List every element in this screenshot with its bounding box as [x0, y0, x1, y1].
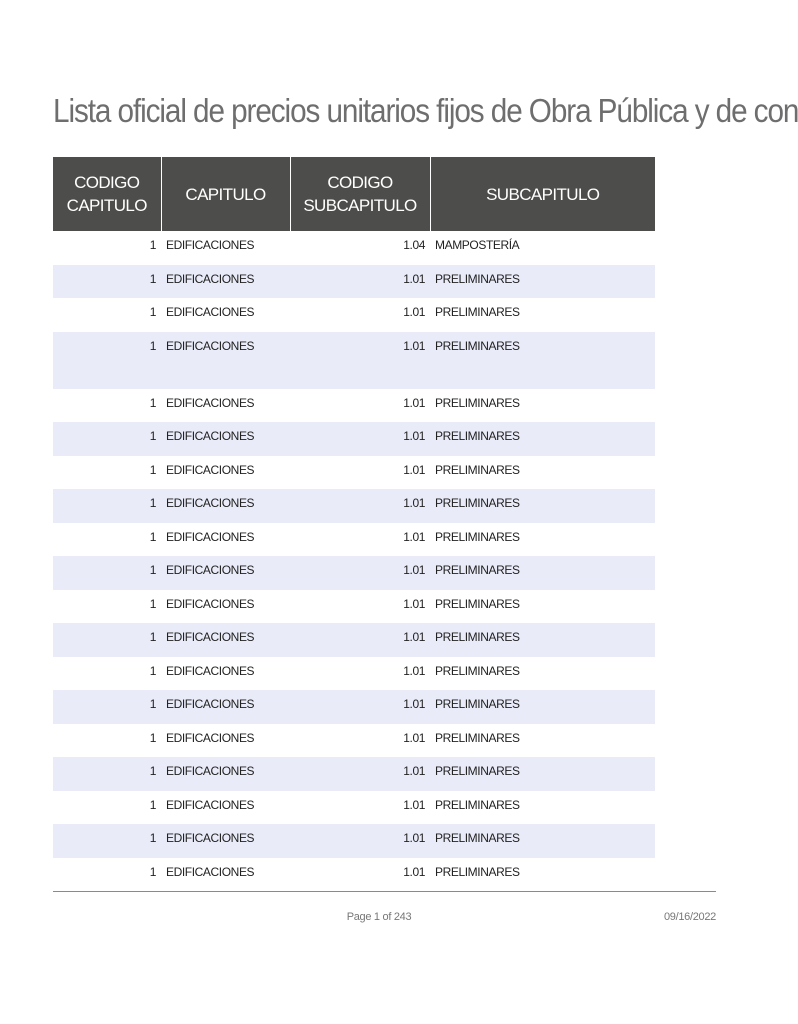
cell-capitulo: EDIFICACIONES [161, 757, 290, 791]
table-row [53, 523, 655, 557]
cell-codigo-capitulo: 1 [149, 864, 156, 879]
cell-capitulo: EDIFICACIONES [161, 556, 290, 590]
cell-subcapitulo: PRELIMINARES [430, 489, 655, 523]
footer-divider [53, 891, 716, 892]
table-row [53, 489, 655, 523]
table-body [53, 231, 655, 891]
cell-codigo-subcapitulo: 1.01 [290, 422, 430, 456]
table-row [53, 858, 655, 892]
cell-codigo-subcapitulo: 1.01 [403, 864, 425, 879]
cell-codigo-capitulo: 1 [149, 395, 156, 410]
cell-subcapitulo: PRELIMINARES [435, 462, 520, 477]
cell-codigo-subcapitulo: 1.01 [403, 797, 425, 812]
table-row [53, 389, 655, 423]
cell-capitulo: EDIFICACIONES [161, 265, 290, 299]
table-row [53, 757, 655, 791]
cell-codigo-capitulo: 1 [53, 690, 161, 724]
cell-codigo-capitulo: 1 [149, 238, 156, 252]
cell-subcapitulo: PRELIMINARES [430, 332, 655, 389]
table-row [53, 690, 655, 724]
cell-codigo-capitulo: 1 [53, 556, 161, 590]
cell-codigo-subcapitulo: 1.01 [290, 690, 430, 724]
table-row [53, 265, 655, 299]
page-title: Lista oficial de precios unitarios fijos de Obra Pública y de con [53, 92, 798, 129]
table-row [53, 556, 655, 590]
cell-codigo-subcapitulo: 1.01 [290, 824, 430, 858]
table-row [53, 590, 655, 624]
cell-codigo-subcapitulo: 1.01 [403, 730, 425, 745]
cell-codigo-capitulo: 1 [149, 462, 156, 477]
cell-capitulo: EDIFICACIONES [161, 623, 290, 657]
cell-subcapitulo: PRELIMINARES [430, 623, 655, 657]
cell-subcapitulo: PRELIMINARES [435, 663, 520, 678]
cell-capitulo: EDIFICACIONES [161, 824, 290, 858]
cell-codigo-capitulo: 1 [149, 663, 156, 678]
cell-capitulo: EDIFICACIONES [166, 864, 255, 879]
cell-capitulo: EDIFICACIONES [161, 422, 290, 456]
cell-capitulo: EDIFICACIONES [166, 596, 255, 611]
cell-codigo-subcapitulo: 1.01 [403, 663, 425, 678]
cell-subcapitulo: PRELIMINARES [430, 265, 655, 299]
cell-codigo-capitulo: 1 [149, 596, 156, 611]
cell-capitulo: EDIFICACIONES [166, 305, 255, 319]
cell-subcapitulo: PRELIMINARES [430, 422, 655, 456]
cell-codigo-subcapitulo: 1.01 [290, 489, 430, 523]
cell-subcapitulo: PRELIMINARES [430, 556, 655, 590]
print-date: 09/16/2022 [663, 911, 716, 923]
cell-codigo-capitulo: 1 [53, 332, 161, 389]
cell-subcapitulo: PRELIMINARES [435, 730, 520, 745]
cell-subcapitulo: PRELIMINARES [430, 824, 655, 858]
cell-codigo-capitulo: 1 [53, 824, 161, 858]
cell-capitulo: EDIFICACIONES [161, 489, 290, 523]
table-row [53, 332, 655, 389]
cell-codigo-capitulo: 1 [149, 797, 156, 812]
cell-subcapitulo: PRELIMINARES [435, 596, 520, 611]
cell-codigo-capitulo: 1 [149, 305, 156, 319]
cell-capitulo: EDIFICACIONES [166, 462, 255, 477]
cell-codigo-capitulo: 1 [53, 265, 161, 299]
cell-capitulo: EDIFICACIONES [166, 730, 255, 745]
price-list-table [53, 157, 655, 891]
cell-codigo-subcapitulo: 1.01 [290, 265, 430, 299]
cell-capitulo: EDIFICACIONES [161, 690, 290, 724]
cell-codigo-subcapitulo: 1.01 [290, 623, 430, 657]
cell-codigo-capitulo: 1 [149, 529, 156, 544]
header-subcapitulo[interactable]: SUBCAPITULO [430, 157, 655, 231]
table-row [53, 456, 655, 490]
table-row [53, 298, 655, 332]
table-row [53, 791, 655, 825]
cell-subcapitulo: PRELIMINARES [435, 529, 520, 544]
cell-subcapitulo: PRELIMINARES [430, 690, 655, 724]
cell-codigo-capitulo: 1 [53, 757, 161, 791]
cell-subcapitulo: PRELIMINARES [430, 757, 655, 791]
table-row [53, 724, 655, 758]
cell-codigo-subcapitulo: 1.04 [403, 238, 425, 252]
table-row [53, 422, 655, 456]
cell-capitulo: EDIFICACIONES [166, 529, 255, 544]
cell-subcapitulo: PRELIMINARES [435, 395, 520, 410]
cell-codigo-subcapitulo: 1.01 [290, 556, 430, 590]
cell-subcapitulo: PRELIMINARES [435, 305, 520, 319]
cell-capitulo: EDIFICACIONES [161, 332, 290, 389]
cell-capitulo: EDIFICACIONES [166, 663, 255, 678]
table-row [53, 623, 655, 657]
cell-codigo-capitulo: 1 [149, 730, 156, 745]
cell-codigo-capitulo: 1 [53, 489, 161, 523]
cell-codigo-subcapitulo: 1.01 [403, 596, 425, 611]
cell-codigo-subcapitulo: 1.01 [290, 332, 430, 389]
table-header-row [53, 157, 655, 231]
cell-codigo-capitulo: 1 [53, 422, 161, 456]
cell-capitulo: EDIFICACIONES [166, 395, 255, 410]
cell-codigo-subcapitulo: 1.01 [403, 395, 425, 410]
cell-subcapitulo: MAMPOSTERÍA [435, 238, 520, 252]
cell-codigo-subcapitulo: 1.01 [403, 529, 425, 544]
header-codigo-subcapitulo[interactable]: CODIGO SUBCAPITULO [290, 157, 430, 231]
header-capitulo[interactable]: CAPITULO [161, 157, 290, 231]
cell-capitulo: EDIFICACIONES [166, 797, 255, 812]
cell-codigo-subcapitulo: 1.01 [403, 462, 425, 477]
header-codigo-capitulo[interactable]: CODIGO CAPITULO [53, 157, 161, 231]
cell-capitulo: EDIFICACIONES [166, 238, 255, 252]
cell-codigo-capitulo: 1 [53, 623, 161, 657]
table-row [53, 824, 655, 858]
cell-subcapitulo: PRELIMINARES [435, 797, 520, 812]
page-number: Page 1 of 243 [346, 911, 412, 923]
cell-codigo-subcapitulo: 1.01 [403, 305, 425, 319]
table-row [53, 231, 655, 265]
cell-codigo-subcapitulo: 1.01 [290, 757, 430, 791]
table-row [53, 657, 655, 691]
cell-subcapitulo: PRELIMINARES [435, 864, 520, 879]
